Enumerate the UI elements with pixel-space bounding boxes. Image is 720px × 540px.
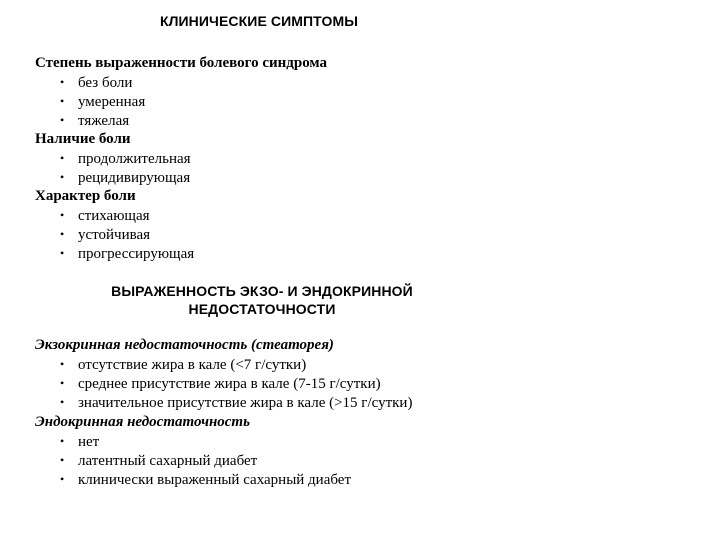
heading-pain-character: Характер боли xyxy=(35,188,136,204)
list-item xyxy=(60,470,351,489)
bullet-icon: • xyxy=(60,376,65,390)
bullet-icon: • xyxy=(60,151,65,165)
heading-exocrine: Экзокринная недостаточность (стеаторея) xyxy=(35,337,334,353)
list-item xyxy=(60,168,190,187)
bullet-icon: • xyxy=(60,208,65,222)
list-item-text: прогрессирующая xyxy=(78,246,195,262)
list-item xyxy=(60,73,132,92)
bullet-icon: • xyxy=(60,113,65,127)
list-item-text: среднее присутствие жира в кале (7-15 г/сутки) xyxy=(78,376,381,392)
heading-endocrine: Эндокринная недостаточность xyxy=(35,414,250,430)
heading-pain-presence: Наличие боли xyxy=(35,131,131,147)
bullet-icon: • xyxy=(60,75,65,89)
list-item xyxy=(60,92,145,111)
section-title-clinical-symptoms: КЛИНИЧЕСКИЕ СИМПТОМЫ xyxy=(159,13,359,29)
list-item-text: продолжительная xyxy=(78,151,191,167)
list-item-text: стихающая xyxy=(78,208,150,224)
list-item-text: значительное присутствие жира в кале (>15 г/сутки) xyxy=(78,395,413,411)
section-title-exo-endocrine: ВЫРАЖЕННОСТЬ ЭКЗО- И ЭНДОКРИННОЙ xyxy=(111,283,413,299)
list-item xyxy=(60,225,150,244)
heading-pain-severity: Степень выраженности болевого синдрома xyxy=(35,55,328,71)
list-item-text: рецидивирующая xyxy=(78,170,191,186)
section-title-insufficiency: НЕДОСТАТОЧНОСТИ xyxy=(188,301,336,317)
list-item xyxy=(60,393,412,412)
list-item-text: латентный сахарный диабет xyxy=(78,453,258,469)
list-item xyxy=(60,355,306,374)
list-item xyxy=(60,451,257,470)
list-item-text: тяжелая xyxy=(78,113,130,129)
list-item xyxy=(60,432,99,451)
list-item xyxy=(60,244,194,263)
bullet-icon: • xyxy=(60,472,65,486)
bullet-icon: • xyxy=(60,227,65,241)
bullet-icon: • xyxy=(60,246,65,260)
list-item-text: без боли xyxy=(78,75,133,91)
bullet-icon: • xyxy=(60,395,65,409)
list-item-text: клинически выраженный сахарный диабет xyxy=(78,472,352,488)
list-item xyxy=(60,374,381,393)
list-item xyxy=(60,206,150,225)
list-item-text: устойчивая xyxy=(78,227,151,243)
list-item-text: умеренная xyxy=(78,94,146,110)
bullet-icon: • xyxy=(60,170,65,184)
list-item-text: отсутствие жира в кале (<7 г/сутки) xyxy=(78,357,307,373)
list-item xyxy=(60,111,129,130)
bullet-icon: • xyxy=(60,357,65,371)
list-item-text: нет xyxy=(78,434,100,450)
bullet-icon: • xyxy=(60,434,65,448)
bullet-icon: • xyxy=(60,453,65,467)
list-item xyxy=(60,149,191,168)
bullet-icon: • xyxy=(60,94,65,108)
